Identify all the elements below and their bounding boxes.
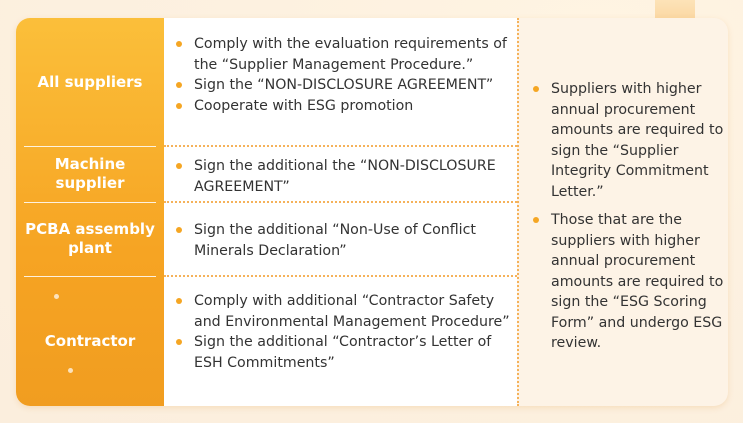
list-item: Sign the “NON-DISCLOSURE AGREEMENT” [172,75,512,96]
requirement-list-pcba-assembly-plant [172,220,512,261]
row-divider [164,275,517,277]
column-separator [517,18,519,406]
row-divider [164,201,517,203]
row-divider [164,145,517,147]
list-item: Sign the additional the “NON-DISCLOSURE AGREEMENT” [172,156,512,197]
row-label-contractor [16,276,164,406]
row-label-pcba-assembly-plant [16,202,164,276]
list-item: Sign the additional “Contractor’s Letter of ESH Commitments” [172,332,512,373]
notes-list [529,79,725,354]
list-item: Comply with additional “Contractor Safety and Environmental Management Procedure” [172,291,512,332]
row-label-text: Machine supplier [54,155,126,192]
requirement-list-contractor [172,291,512,373]
requirements-card [16,18,728,406]
list-item: Comply with the evaluation requirements of the “Supplier Management Procedure.” [172,34,512,75]
list-item: Sign the additional “Non-Use of Conflict Minerals Declaration” [172,220,512,261]
requirement-list-all-suppliers [172,34,512,116]
note-item: Suppliers with higher annual procurement amounts are required to sign the “Supplier Integrity Commitment Letter.” [529,79,725,202]
row-label-text: Contractor [44,331,136,350]
row-label-machine-supplier [16,146,164,202]
list-item: Cooperate with ESG promotion [172,96,512,117]
note-item: Those that are the suppliers with higher annual procurement amounts are required to sign the “ESG Scoring Form” and undergo ESG review. [529,210,725,354]
row-label-text: All suppliers [37,72,143,91]
row-label-text: PCBA assembly plant [25,220,155,257]
row-label-all-suppliers [16,18,164,146]
requirement-list-machine-supplier [172,156,512,197]
